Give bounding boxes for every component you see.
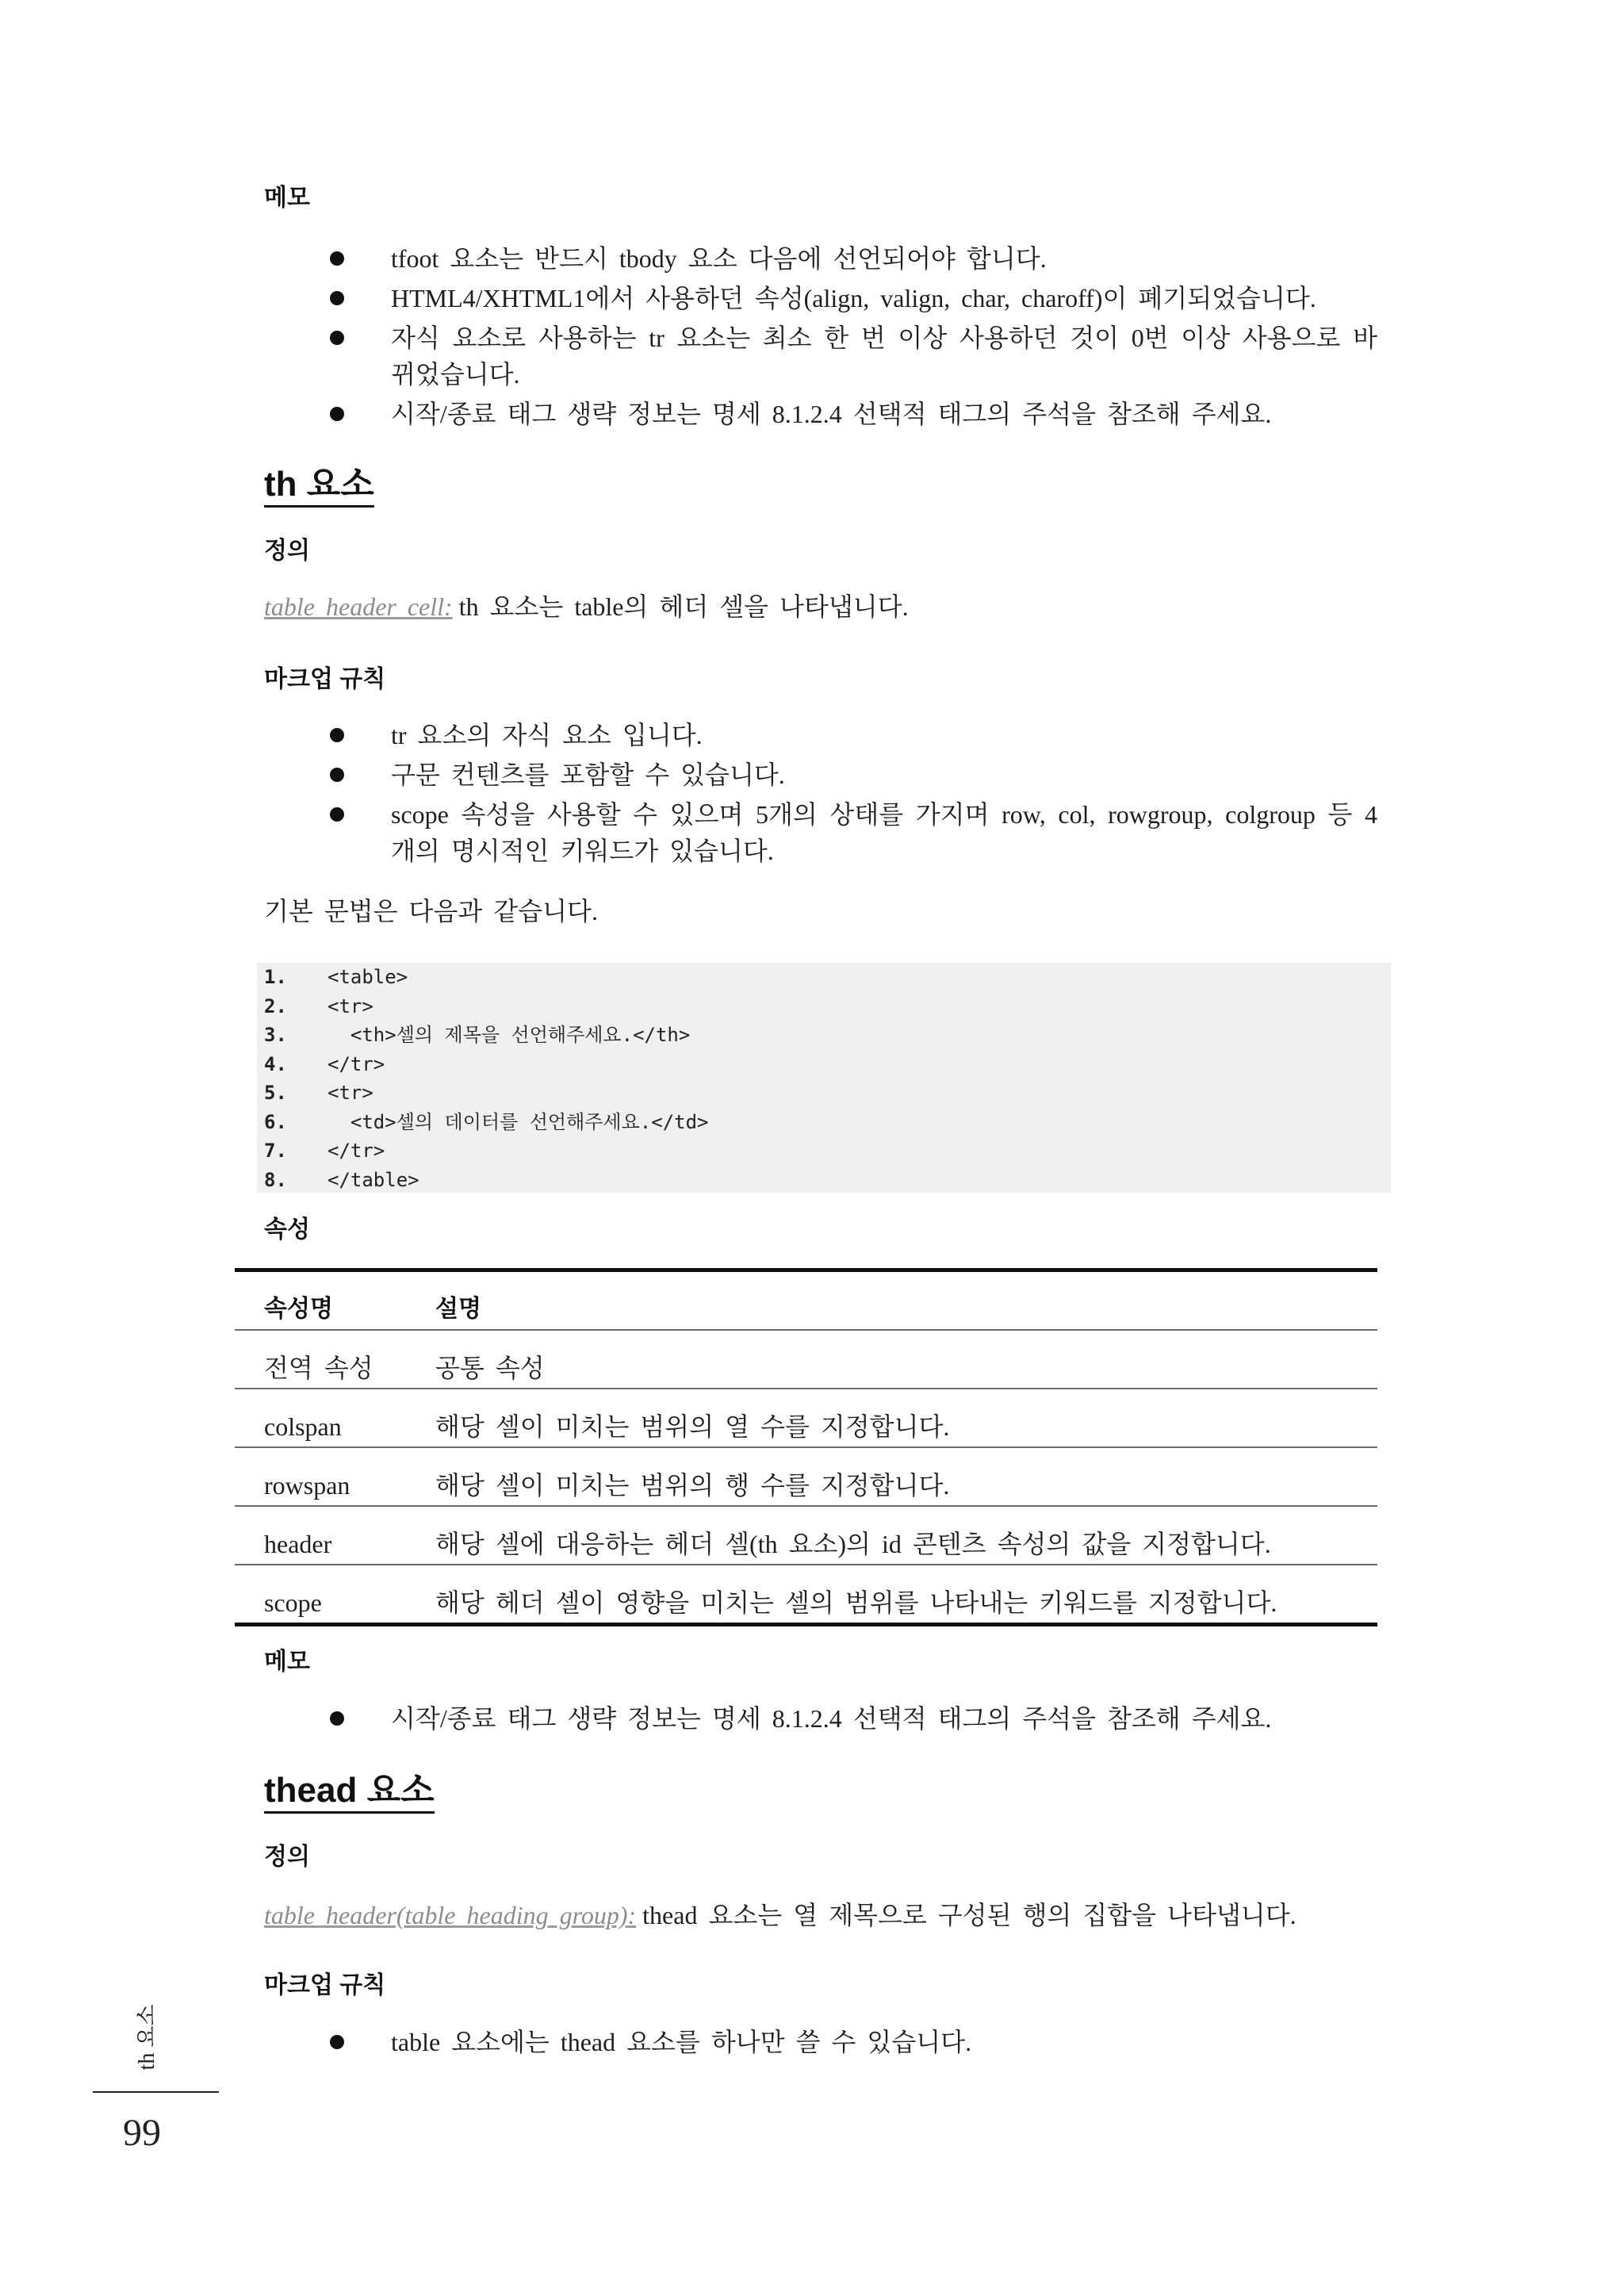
- line-number: 4.: [264, 1052, 287, 1075]
- attributes-table: [235, 1268, 1377, 1626]
- code-line: [257, 992, 1391, 1021]
- table-row: [235, 1448, 1377, 1507]
- attribute-description: 해당 셀에 대응하는 헤더 셀(th 요소)의 id 콘텐츠 속성의 값을 지정합니다.: [435, 1530, 1271, 1558]
- attribute-name: 전역 속성: [264, 1354, 373, 1382]
- bullet-icon: [330, 2035, 344, 2049]
- section-heading-th: th 요소: [264, 464, 374, 508]
- code-block: [257, 963, 1391, 1193]
- bullet-icon: [330, 331, 344, 345]
- code-text: </table>: [327, 1168, 419, 1191]
- markup-rules-list: [321, 717, 1377, 872]
- line-number: 2.: [264, 994, 287, 1017]
- list-item-text: 구문 컨텐츠를 포함할 수 있습니다.: [391, 761, 785, 789]
- memo-list: [321, 1700, 1377, 1740]
- list-item-text: 시작/종료 태그 생략 정보는 명세 8.1.2.4 선택적 태그의 주석을 참조해 주세요.: [391, 1704, 1272, 1733]
- markup-rules-title: 마크업 규칙: [264, 1972, 386, 1998]
- list-item: [321, 2024, 1377, 2060]
- list-item-text: 자식 요소로 사용하는 tr 요소는 최소 한 번 이상 사용하던 것이 0번 이상 사용으로 바뀌었습니다.: [391, 324, 1377, 389]
- memo-title: 메모: [264, 185, 310, 211]
- attribute-name: scope: [264, 1588, 322, 1617]
- attribute-name: header: [264, 1530, 332, 1558]
- attribute-description: 해당 헤더 셀이 영향을 미치는 셀의 범위를 나타내는 키워드를 지정합니다.: [435, 1588, 1277, 1617]
- code-text: <td>셀의 데이터를 선언해주세요.</td>: [327, 1110, 709, 1133]
- code-text: <tr>: [327, 994, 373, 1017]
- definition-term: table header(table heading group):: [264, 1901, 637, 1929]
- line-number: 7.: [264, 1140, 287, 1162]
- attributes-title: 속성: [264, 1216, 310, 1243]
- list-item: [321, 796, 1377, 869]
- list-item: [321, 240, 1377, 277]
- attribute-name: colspan: [264, 1412, 342, 1441]
- attribute-description: 해당 셀이 미치는 범위의 행 수를 지정합니다.: [435, 1471, 950, 1500]
- code-text: <tr>: [327, 1082, 373, 1104]
- bullet-icon: [330, 728, 344, 742]
- list-item: [321, 280, 1377, 316]
- list-item: [321, 717, 1377, 753]
- list-item: [321, 757, 1377, 793]
- code-line: [257, 1136, 1391, 1166]
- page-number: 99: [123, 2112, 161, 2154]
- code-line: [257, 1050, 1391, 1079]
- code-line: [257, 1166, 1391, 1195]
- table-row: [235, 1389, 1377, 1448]
- list-item-text: HTML4/XHTML1에서 사용하던 속성(align, valign, char, charoff)이 폐기되었습니다.: [391, 284, 1316, 312]
- list-item-text: scope 속성을 사용할 수 있으며 5개의 상태를 가지며 row, col, rowgroup, colgroup 등 4개의 명시적인 키워드가 있습니다.: [391, 800, 1377, 865]
- syntax-intro: 기본 문법은 다음과 같습니다.: [264, 897, 598, 925]
- list-item-text: table 요소에는 thead 요소를 하나만 쓸 수 있습니다.: [391, 2028, 972, 2056]
- table-row: [235, 1507, 1377, 1565]
- definition-term: table header cell:: [264, 592, 453, 621]
- bullet-icon: [330, 291, 344, 305]
- attribute-description: 공통 속성: [435, 1354, 545, 1382]
- memo-list: [321, 240, 1377, 435]
- bullet-icon: [330, 251, 344, 266]
- attribute-name: rowspan: [264, 1471, 350, 1500]
- bullet-icon: [330, 768, 344, 782]
- side-rule: [93, 2091, 219, 2093]
- side-section-label: th 요소: [135, 2004, 159, 2071]
- definition-title: 정의: [264, 1844, 310, 1870]
- code-line: [257, 1021, 1391, 1050]
- attribute-description: 해당 셀이 미치는 범위의 열 수를 지정합니다.: [435, 1412, 950, 1441]
- list-item: [321, 396, 1377, 432]
- definition-title: 정의: [264, 538, 310, 564]
- markup-rules-list: [321, 2024, 1377, 2063]
- list-item-text: tfoot 요소는 반드시 tbody 요소 다음에 선언되어야 합니다.: [391, 244, 1047, 273]
- code-text: <th>셀의 제목을 선언해주세요.</th>: [327, 1024, 691, 1046]
- bullet-icon: [330, 1711, 344, 1726]
- list-item: [321, 320, 1377, 393]
- table-row: [235, 1331, 1377, 1389]
- line-number: 8.: [264, 1168, 287, 1191]
- code-text: <table>: [327, 966, 408, 988]
- table-header-row: [235, 1268, 1377, 1331]
- definition-text: th 요소는 table의 헤더 셀을 나타냅니다.: [458, 592, 909, 621]
- code-line: [257, 1079, 1391, 1108]
- definition-line: [264, 1897, 1297, 1933]
- definition-line: [264, 588, 909, 625]
- memo-title: 메모: [264, 1649, 310, 1675]
- definition-text: thead 요소는 열 제목으로 구성된 행의 집합을 나타냅니다.: [642, 1901, 1297, 1929]
- list-item-text: tr 요소의 자식 요소 입니다.: [391, 721, 703, 749]
- section-heading-thead: thead 요소: [264, 1770, 435, 1814]
- list-item: [321, 1700, 1377, 1737]
- line-number: 1.: [264, 966, 287, 988]
- code-line: [257, 963, 1391, 992]
- line-number: 6.: [264, 1110, 287, 1133]
- bullet-icon: [330, 807, 344, 822]
- code-line: [257, 1108, 1391, 1137]
- line-number: 3.: [264, 1024, 287, 1046]
- column-header-name: 속성명: [264, 1296, 333, 1322]
- column-header-description: 설명: [435, 1296, 481, 1322]
- markup-rules-title: 마크업 규칙: [264, 666, 386, 692]
- table-row: [235, 1565, 1377, 1626]
- bullet-icon: [330, 407, 344, 421]
- code-text: </tr>: [327, 1052, 385, 1075]
- line-number: 5.: [264, 1082, 287, 1104]
- list-item-text: 시작/종료 태그 생략 정보는 명세 8.1.2.4 선택적 태그의 주석을 참조해 주세요.: [391, 400, 1272, 428]
- code-text: </tr>: [327, 1140, 385, 1162]
